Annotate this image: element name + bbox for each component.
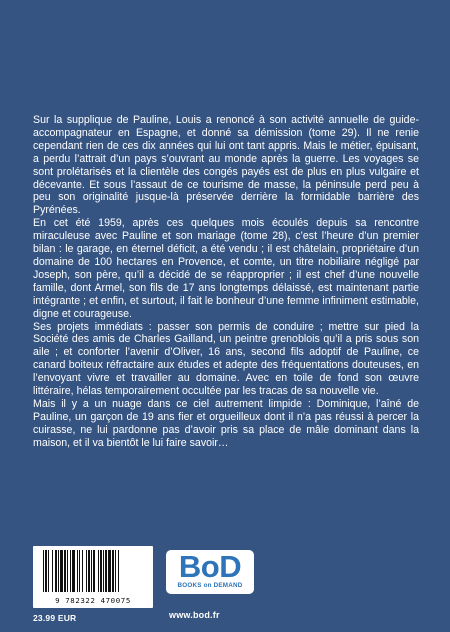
blurb-paragraph-2: En cet été 1959, après ces quelques mois écoulés depuis sa rencontre miraculeuse avec Pauline et son mariage (tome 28), c’est l’heure d’un premier bilan : le garage, en éternel déficit, a été vendu ; il est châtelain, propriétaire d’un domaine de 100 hectares en Provence, et comte, un titre nobiliaire négligé par Joseph, son père, qu’il a décidé de se réapproprier ; il est chef d’une nouvelle famille, dont Armel, son fils de 17 ans longtemps délaissé, est maintenant partie intégrante ; et enfin, et surtout, il fait le bonheur d’une femme infiniment estimable, digne et courageuse. <box>33 217 419 320</box>
publisher-url: www.bod.fr <box>169 610 220 620</box>
publisher-logo <box>166 550 254 594</box>
isbn-digits: 9 782322 470075 <box>55 596 131 605</box>
publisher-logo-text: BoD <box>178 549 242 584</box>
blurb-paragraph-4: Mais il y a un nuage dans ce ciel autrement limpide : Dominique, l’aîné de Pauline, un garçon de 19 ans fier et orgueilleux dont il n’a pas réussi à percer la cuirasse, ne lui pardonne pas d’avoir pris sa place de mâle dominant dans la maison, et il va bientôt le lui faire savoir… <box>33 397 419 449</box>
blurb-paragraph-3: Ses projets immédiats : passer son permis de conduire ; mettre sur pied la Société des amis de Charles Gailland, un peintre grenoblois qu’il a pris sous son aile ; et conforter l’avenir d’Oliver, 16 ans, second fils adoptif de Pauline, ce canard boiteux réfractaire aux études et adepte des fréquentations douteuses, en l’envoyant vivre et travailler au domaine. Avec en toile de fond son œuvre littéraire, hélas temporairement occultée par les tracas de sa nouvelle vie. <box>33 320 419 398</box>
barcode-icon <box>41 550 145 594</box>
blurb-paragraph-1: Sur la supplique de Pauline, Louis a renoncé à son activité annuelle de guide-accompagnateur en Espagne, et donné sa démission (tome 29). Il ne renie cependant rien de ces dix années qui lui ont tant appris. Mais le métier, épuisant, a perdu l’attrait d’un pays s’ouvrant au monde après la guerre. Les voyages se sont prolétarisés et la clientèle des congés payés est de plus en plus vulgaire et décevante. Et sous l’assaut de ce tourisme de masse, la péninsule perd peu à peu son originalité jusque-là préservée derrière la formidable barrière des Pyrénées. <box>33 114 419 217</box>
blurb <box>33 114 419 450</box>
publisher-logo-tagline: BOOKS on DEMAND <box>177 582 243 589</box>
price-label: 23.99 EUR <box>33 613 77 623</box>
isbn-barcode <box>33 546 153 608</box>
